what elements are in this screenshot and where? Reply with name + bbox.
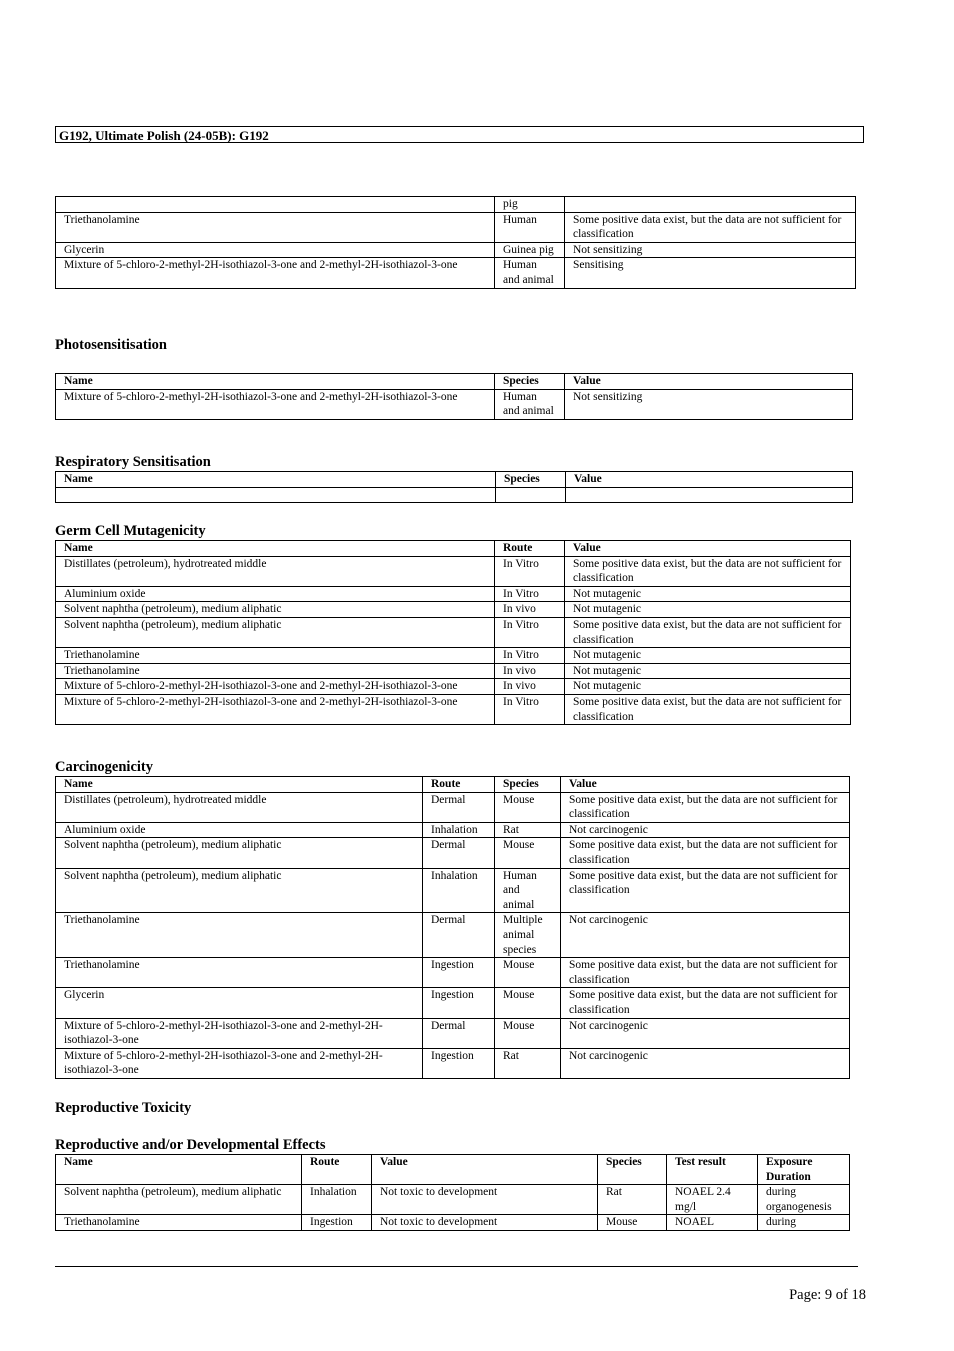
table-cell: NOAEL 2.4 mg/l — [667, 1185, 758, 1215]
column-header: Name — [56, 1155, 302, 1185]
table-row — [56, 913, 850, 958]
table-row — [56, 838, 850, 868]
section-title-germ-cell-mutagenicity: Germ Cell Mutagenicity — [55, 523, 206, 539]
table-cell: Distillates (petroleum), hydrotreated middle — [56, 556, 495, 586]
table-row — [56, 487, 853, 503]
table-cell: Not carcinogenic — [561, 1048, 850, 1078]
table-cell: Mouse — [495, 958, 561, 988]
table-row — [56, 197, 856, 213]
table-cell: Some positive data exist, but the data are not sufficient for classification — [565, 694, 851, 724]
table-cell: Not toxic to development — [372, 1215, 598, 1231]
table-cell: Inhalation — [302, 1185, 372, 1215]
table-cell: Some positive data exist, but the data are not sufficient for classification — [561, 838, 850, 868]
table-cell: Rat — [495, 1048, 561, 1078]
column-header: Name — [56, 541, 495, 557]
table-row — [56, 242, 856, 258]
table-cell: Triethanolamine — [56, 1215, 302, 1231]
table-cell: Triethanolamine — [56, 648, 495, 664]
table-cell: In Vitro — [495, 617, 565, 647]
table-cell: Human and animal — [495, 868, 561, 913]
skin-sensitisation-table — [55, 196, 856, 289]
column-header: Value — [561, 777, 850, 793]
table-cell: Mixture of 5-chloro-2-methyl-2H-isothiazol-3-one and 2-methyl-2H-isothiazol-3-one — [56, 679, 495, 695]
table-cell: Aluminium oxide — [56, 586, 495, 602]
table-header-row — [56, 1155, 850, 1185]
column-header: Test result — [667, 1155, 758, 1185]
column-header: Species — [495, 777, 561, 793]
table-cell: Triethanolamine — [56, 958, 423, 988]
table-row — [56, 958, 850, 988]
table-cell: Not carcinogenic — [561, 1018, 850, 1048]
table-cell: Rat — [495, 822, 561, 838]
column-header: Value — [565, 374, 853, 390]
table-cell: during — [758, 1215, 850, 1231]
document-header: G192, Ultimate Polish (24-05B): G192 — [55, 126, 864, 143]
table-cell — [496, 487, 566, 503]
table-cell: Dermal — [423, 913, 495, 958]
table-cell: In Vitro — [495, 694, 565, 724]
column-header: Name — [56, 777, 423, 793]
table-cell: Mixture of 5-chloro-2-methyl-2H-isothiazol-3-one and 2-methyl-2H-isothiazol-3-one — [56, 1018, 423, 1048]
table-header-row — [56, 374, 853, 390]
section-title-photosensitisation: Photosensitisation — [55, 337, 167, 353]
table-cell: Not mutagenic — [565, 648, 851, 664]
table-cell: Dermal — [423, 838, 495, 868]
table-row — [56, 648, 851, 664]
table-header-row — [56, 777, 850, 793]
table-row — [56, 602, 851, 618]
table-row — [56, 679, 851, 695]
table-cell: Not carcinogenic — [561, 822, 850, 838]
table-cell — [56, 487, 496, 503]
table-row — [56, 792, 850, 822]
column-header: Name — [56, 472, 496, 488]
section-title-reproductive-toxicity: Reproductive Toxicity — [55, 1100, 192, 1116]
table-cell: Not sensitizing — [565, 242, 856, 258]
table-row — [56, 868, 850, 913]
table-row — [56, 617, 851, 647]
table-cell: Ingestion — [302, 1215, 372, 1231]
table-cell: Triethanolamine — [56, 913, 423, 958]
table-cell: Aluminium oxide — [56, 822, 423, 838]
table-cell: In Vitro — [495, 556, 565, 586]
table-cell: Guinea pig — [495, 242, 565, 258]
column-header: Route — [423, 777, 495, 793]
table-row — [56, 389, 853, 419]
table-cell: Rat — [598, 1185, 667, 1215]
table-cell: Ingestion — [423, 958, 495, 988]
column-header: Exposure Duration — [758, 1155, 850, 1185]
section-title-reproductive-developmental-effects: Reproductive and/or Developmental Effects — [55, 1137, 326, 1153]
carcinogenicity-table — [55, 776, 850, 1079]
column-header: Species — [496, 472, 566, 488]
table-cell: Glycerin — [56, 242, 495, 258]
table-cell: Human — [495, 212, 565, 242]
table-cell: Mixture of 5-chloro-2-methyl-2H-isothiazol-3-one and 2-methyl-2H-isothiazol-3-one — [56, 694, 495, 724]
section-title-respiratory-sensitisation: Respiratory Sensitisation — [55, 454, 211, 470]
table-cell: Multiple animal species — [495, 913, 561, 958]
table-cell: Sensitising — [565, 258, 856, 288]
column-header: Species — [598, 1155, 667, 1185]
table-cell: during organogenesis — [758, 1185, 850, 1215]
table-cell: Some positive data exist, but the data are not sufficient for classification — [561, 988, 850, 1018]
table-cell: Mixture of 5-chloro-2-methyl-2H-isothiazol-3-one and 2-methyl-2H-isothiazol-3-one — [56, 1048, 423, 1078]
table-row — [56, 822, 850, 838]
table-cell: Mixture of 5-chloro-2-methyl-2H-isothiazol-3-one and 2-methyl-2H-isothiazol-3-one — [56, 258, 495, 288]
table-cell: Solvent naphtha (petroleum), medium aliphatic — [56, 617, 495, 647]
table-cell — [566, 487, 853, 503]
table-row — [56, 1185, 850, 1215]
table-cell: Mouse — [495, 988, 561, 1018]
table-cell: Dermal — [423, 792, 495, 822]
page-number: Page: 9 of 18 — [789, 1287, 866, 1303]
table-row — [56, 663, 851, 679]
table-cell: Not carcinogenic — [561, 913, 850, 958]
table-cell: Some positive data exist, but the data are not sufficient for classification — [561, 868, 850, 913]
table-cell: Triethanolamine — [56, 663, 495, 679]
table-cell: pig — [495, 197, 565, 213]
table-cell: Inhalation — [423, 822, 495, 838]
table-row — [56, 1018, 850, 1048]
table-cell: Inhalation — [423, 868, 495, 913]
table-cell: Mouse — [495, 792, 561, 822]
table-cell: Triethanolamine — [56, 212, 495, 242]
table-cell: Mixture of 5-chloro-2-methyl-2H-isothiazol-3-one and 2-methyl-2H-isothiazol-3-one — [56, 389, 495, 419]
table-cell: Some positive data exist, but the data are not sufficient for classification — [565, 617, 851, 647]
table-cell: Ingestion — [423, 1048, 495, 1078]
table-cell: Solvent naphtha (petroleum), medium aliphatic — [56, 838, 423, 868]
table-cell: Glycerin — [56, 988, 423, 1018]
table-cell: Solvent naphtha (petroleum), medium aliphatic — [56, 868, 423, 913]
table-cell: Not toxic to development — [372, 1185, 598, 1215]
table-cell: Mouse — [495, 838, 561, 868]
column-header: Route — [495, 541, 565, 557]
table-cell: Mouse — [495, 1018, 561, 1048]
table-row — [56, 586, 851, 602]
table-row — [56, 212, 856, 242]
footer-divider — [55, 1266, 858, 1267]
table-row — [56, 1048, 850, 1078]
germ-cell-mutagenicity-table — [55, 540, 851, 725]
table-cell: Distillates (petroleum), hydrotreated middle — [56, 792, 423, 822]
table-cell: Dermal — [423, 1018, 495, 1048]
table-cell — [565, 197, 856, 213]
table-cell: In vivo — [495, 679, 565, 695]
table-cell: Some positive data exist, but the data are not sufficient for classification — [561, 958, 850, 988]
table-row — [56, 556, 851, 586]
table-cell: Not mutagenic — [565, 663, 851, 679]
column-header: Value — [565, 541, 851, 557]
column-header: Route — [302, 1155, 372, 1185]
table-cell: Solvent naphtha (petroleum), medium aliphatic — [56, 602, 495, 618]
table-cell: Ingestion — [423, 988, 495, 1018]
table-cell: Not sensitizing — [565, 389, 853, 419]
section-title-carcinogenicity: Carcinogenicity — [55, 759, 153, 775]
table-cell: Not mutagenic — [565, 679, 851, 695]
reproductive-developmental-table — [55, 1154, 850, 1231]
respiratory-sensitisation-table — [55, 471, 853, 503]
table-cell: Human and animal — [495, 389, 565, 419]
table-cell — [56, 197, 495, 213]
table-cell: Not mutagenic — [565, 586, 851, 602]
column-header: Name — [56, 374, 495, 390]
table-row — [56, 694, 851, 724]
table-cell: Mouse — [598, 1215, 667, 1231]
column-header: Value — [566, 472, 853, 488]
table-cell: In Vitro — [495, 586, 565, 602]
table-cell: Human and animal — [495, 258, 565, 288]
table-row — [56, 1215, 850, 1231]
table-cell: Some positive data exist, but the data are not sufficient for classification — [561, 792, 850, 822]
table-cell: Not mutagenic — [565, 602, 851, 618]
table-cell: Solvent naphtha (petroleum), medium aliphatic — [56, 1185, 302, 1215]
table-header-row — [56, 472, 853, 488]
table-cell: NOAEL — [667, 1215, 758, 1231]
column-header: Value — [372, 1155, 598, 1185]
table-header-row — [56, 541, 851, 557]
table-cell: In vivo — [495, 602, 565, 618]
table-row — [56, 988, 850, 1018]
photosensitisation-table — [55, 373, 853, 420]
table-cell: In Vitro — [495, 648, 565, 664]
table-cell: Some positive data exist, but the data are not sufficient for classification — [565, 556, 851, 586]
table-row — [56, 258, 856, 288]
column-header: Species — [495, 374, 565, 390]
table-cell: In vivo — [495, 663, 565, 679]
table-cell: Some positive data exist, but the data are not sufficient for classification — [565, 212, 856, 242]
